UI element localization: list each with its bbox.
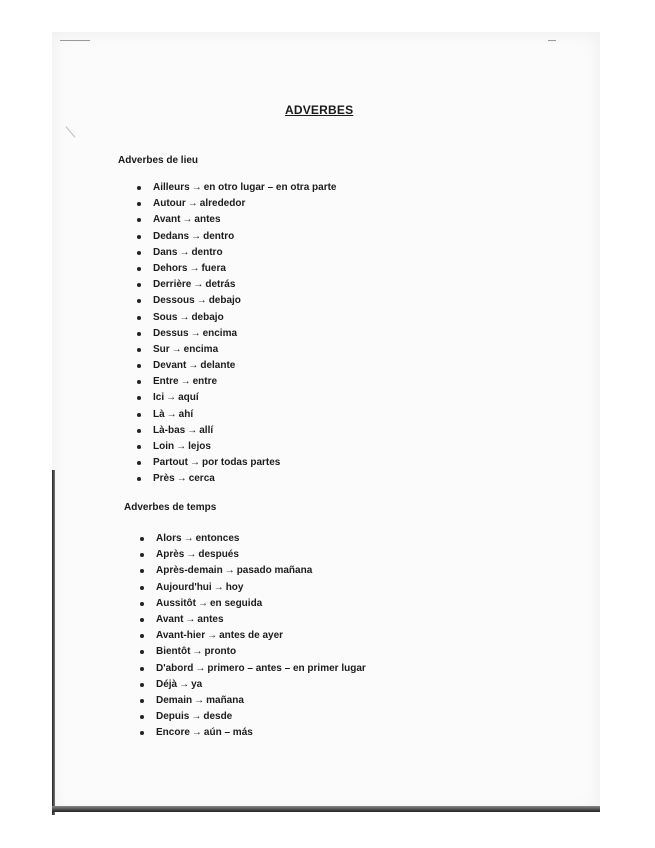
spanish-translation: entonces [195,533,240,544]
scan-shadow-left [52,470,55,815]
arrow-right-icon: → [191,230,202,242]
arrow-right-icon: → [166,408,177,420]
list-item [140,661,366,677]
list-item [137,342,337,358]
bullet-icon [137,348,141,352]
spanish-translation: aún – más [203,727,253,739]
list-item [140,677,366,693]
arrow-right-icon: → [180,376,191,388]
spanish-translation: fuera [201,262,226,274]
list-item [137,455,337,471]
french-adverb: Sur [153,343,170,355]
spanish-translation: delante [200,360,236,372]
arrow-right-icon: → [196,295,207,307]
bullet-icon [140,569,144,573]
french-adverb: Entre [153,376,179,388]
arrow-right-icon: → [182,214,193,226]
french-adverb: Dessous [153,295,195,307]
french-adverb: Près [153,473,175,485]
french-adverb: Derrière [153,279,192,291]
spanish-translation: en otro lugar – en otra parte [203,182,337,193]
spanish-translation: hoy [225,581,244,593]
arrow-right-icon: → [193,279,204,291]
arrow-right-icon: → [171,343,182,355]
section-heading-lieu: Adverbes de lieu [118,155,199,166]
french-adverb: Déjà [156,678,178,690]
list-item [140,709,366,725]
arrow-right-icon: → [224,565,235,577]
bullet-icon [137,267,141,271]
list-item [140,612,366,628]
list-item [137,196,337,212]
bullet-icon [137,283,141,287]
bullet-icon [140,699,144,703]
list-item [140,596,366,612]
arrow-right-icon: → [183,533,194,544]
list-item [137,293,337,309]
spanish-translation: primero – antes – en primer lugar [207,662,366,674]
bullet-icon [140,602,144,606]
list-item [137,229,337,245]
french-adverb: D'abord [156,662,194,674]
arrow-right-icon: → [176,473,187,485]
french-adverb: Dessus [153,327,189,339]
arrow-right-icon: → [187,424,198,436]
arrow-right-icon: → [189,262,200,274]
list-item [137,471,337,487]
french-adverb: Avant [156,613,184,625]
list-item [137,245,337,261]
list-item [140,693,366,709]
spanish-translation: aquí [178,392,199,404]
scan-shadow-bottom [52,806,600,812]
spanish-translation: detrás [205,279,236,291]
french-adverb: Après-demain [156,565,223,577]
arrow-right-icon: → [187,198,198,210]
arrow-right-icon: → [191,182,202,193]
french-adverb: Dehors [153,262,188,274]
list-item [137,358,337,374]
spanish-translation: encima [183,343,219,355]
arrow-right-icon: → [179,246,190,258]
list-item [140,644,366,660]
french-adverb: Depuis [156,711,190,723]
bullet-icon [140,650,144,654]
bullet-icon [137,396,141,400]
spanish-translation: antes [194,214,221,226]
arrow-right-icon: → [179,311,190,323]
spanish-translation: mañana [206,694,244,706]
arrow-right-icon: → [191,727,202,739]
spanish-translation: en seguida [210,597,263,609]
french-adverb: Devant [153,360,187,372]
spanish-translation: encima [202,327,238,339]
spanish-translation: debajo [191,311,224,323]
bullet-icon [137,235,141,239]
bullet-icon [140,586,144,590]
list-item [140,563,366,579]
french-adverb: Dedans [153,230,190,242]
bullet-icon [137,218,141,222]
arrow-right-icon: → [207,630,218,642]
arrow-right-icon: → [191,711,202,723]
french-adverb: Après [156,549,185,561]
list-item [137,180,337,196]
bullet-icon [137,251,141,255]
list-item [137,423,337,439]
bullet-icon [140,634,144,638]
bullet-icon [137,202,141,206]
french-adverb: Aussitôt [156,597,196,609]
bullet-icon [137,364,141,368]
list-item [137,261,337,277]
arrow-right-icon: → [192,646,203,658]
list-item [137,277,337,293]
spanish-translation: pasado mañana [236,565,313,577]
spanish-translation: desde [203,711,233,723]
scan-speck [548,40,556,41]
arrow-right-icon: → [188,360,199,372]
arrow-right-icon: → [213,581,224,593]
spanish-translation: pronto [204,646,237,658]
french-adverb: Ailleurs [153,182,190,193]
list-item [140,628,366,644]
page-title: ADVERBES [285,103,354,117]
french-adverb: Avant-hier [156,630,206,642]
arrow-right-icon: → [176,441,187,452]
arrow-right-icon: → [185,613,196,625]
list-item [137,310,337,326]
bullet-icon [137,429,141,433]
bullet-icon [137,380,141,384]
arrow-right-icon: → [194,694,205,706]
spanish-translation: ya [191,678,203,690]
bullet-icon [140,537,144,541]
spanish-translation: alrededor [199,198,246,210]
list-item [137,212,337,228]
bullet-icon [140,618,144,622]
spanish-translation: antes de ayer [219,630,284,642]
french-adverb: Demain [156,694,193,706]
bullet-icon [137,186,141,190]
spanish-translation: antes [197,613,224,625]
arrow-right-icon: → [190,457,200,469]
arrow-right-icon: → [166,392,177,404]
french-adverb: Là [153,408,165,420]
list-item [137,390,337,406]
french-adverb: Dans [153,246,178,258]
bullet-icon [137,413,141,417]
french-adverb: Sous [153,311,178,323]
bullet-icon [140,683,144,687]
bullet-icon [140,667,144,671]
list-item [137,439,337,455]
arrow-right-icon: → [195,662,206,674]
spanish-translation: por todas partes [202,457,281,469]
bullet-icon [140,553,144,557]
spanish-translation: debajo [208,295,241,307]
french-adverb: Là-bas [153,424,186,436]
spanish-translation: ahí [178,408,194,420]
french-adverb: Loin [153,441,175,452]
list-item [140,547,366,563]
section-heading-temps: Adverbes de temps [124,502,217,513]
arrow-right-icon: → [179,678,190,690]
bullet-icon [137,332,141,336]
spanish-translation: cerca [188,473,215,485]
arrow-right-icon: → [190,327,201,339]
spanish-translation: lejos [188,441,211,452]
spanish-translation: dentro [191,246,223,258]
spanish-translation: después [198,549,239,561]
french-adverb: Autour [153,198,186,210]
list-item [137,374,337,390]
list-item [140,531,366,547]
bullet-icon [137,316,141,320]
french-adverb: Alors [156,533,182,544]
adverb-list-lieu [137,180,337,488]
bullet-icon [137,299,141,303]
adverb-list-temps [140,531,366,741]
bullet-icon [137,445,141,449]
bullet-icon [140,731,144,735]
french-adverb: Avant [153,214,181,226]
bullet-icon [137,461,141,465]
bullet-icon [137,477,141,481]
french-adverb: Ici [153,392,165,404]
list-item [140,580,366,596]
spanish-translation: dentro [203,230,235,242]
french-adverb: Aujourd'hui [156,581,212,593]
spanish-translation: allí [199,424,214,436]
spanish-translation: entre [192,376,218,388]
french-adverb: Partout [153,457,188,469]
arrow-right-icon: → [186,549,197,561]
french-adverb: Bientôt [156,646,191,658]
list-item [140,725,366,741]
scan-speck [60,40,90,41]
list-item [137,407,337,423]
bullet-icon [140,715,144,719]
list-item [137,326,337,342]
arrow-right-icon: → [198,597,208,609]
french-adverb: Encore [156,727,190,739]
